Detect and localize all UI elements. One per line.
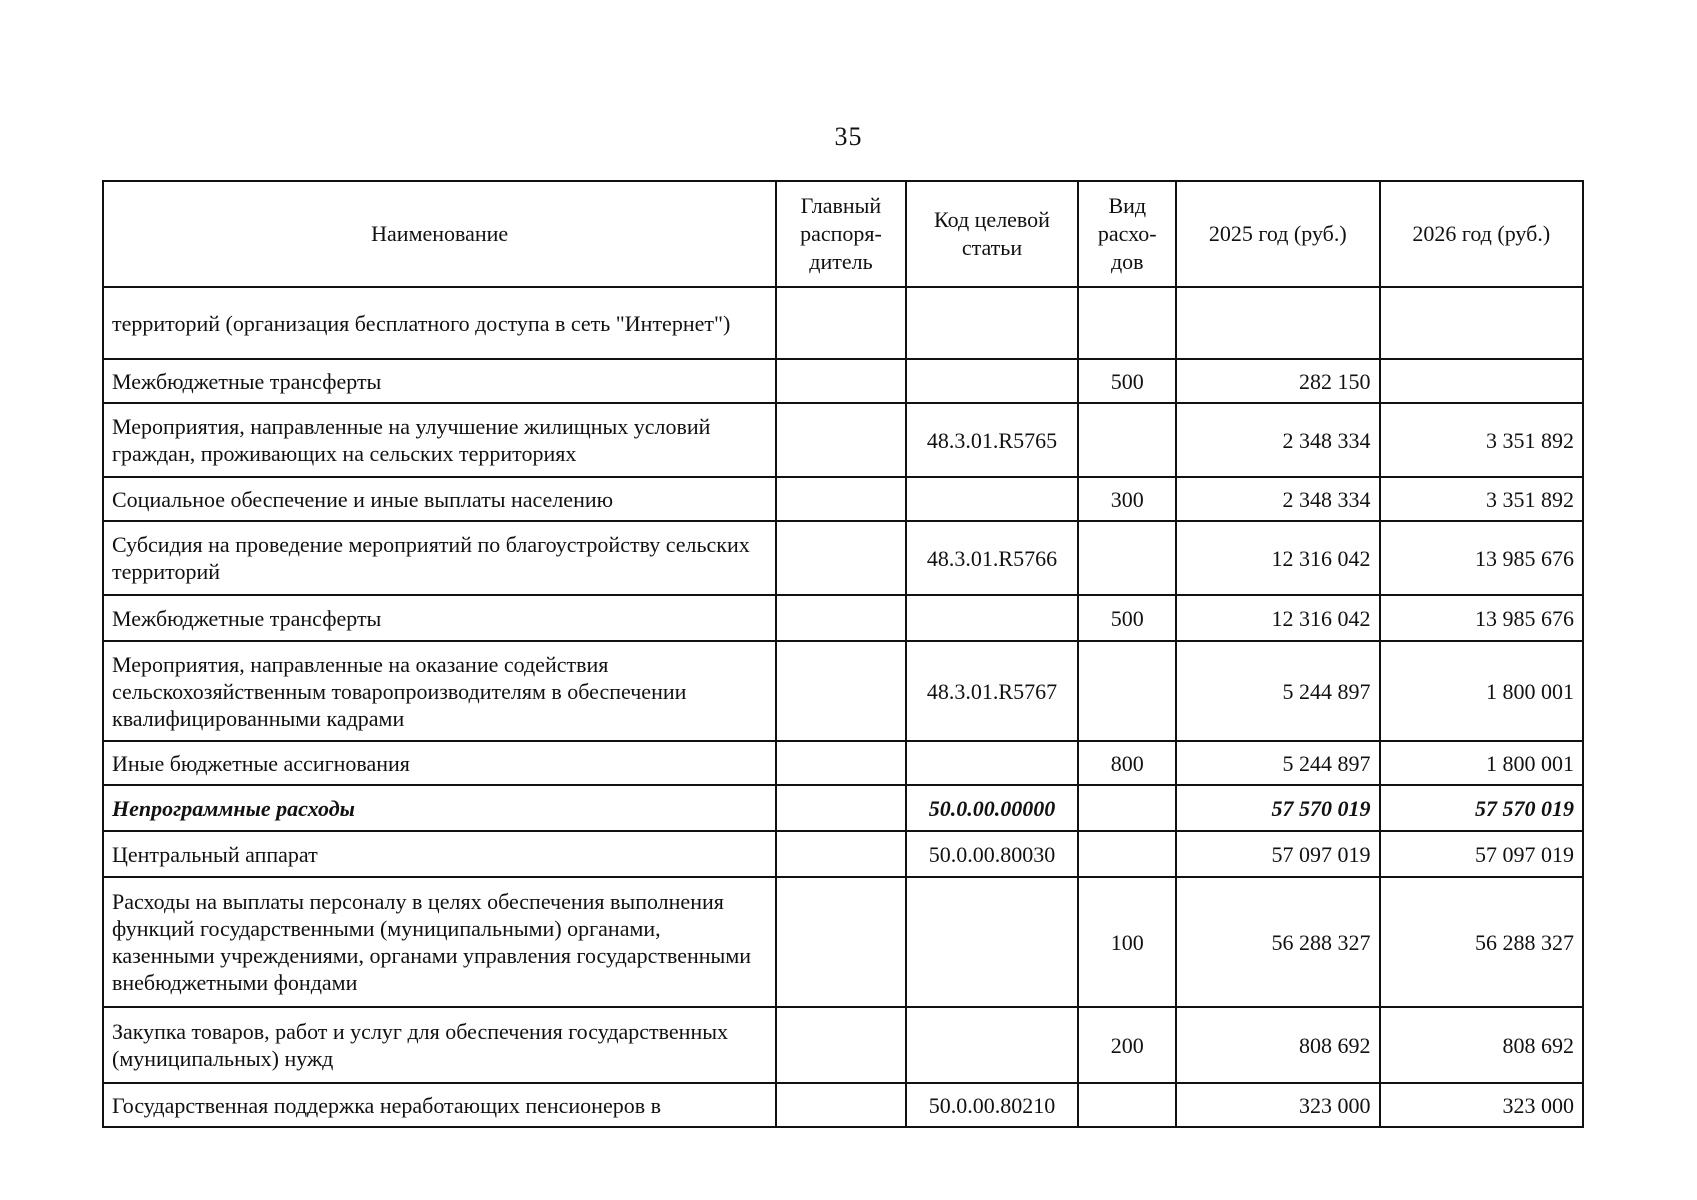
- cell-name: Субсидия на проведение мероприятий по благоустройству сельских территорий: [103, 521, 776, 595]
- cell-manager: [776, 403, 905, 477]
- cell-name: Непрограммные расходы: [103, 785, 776, 831]
- cell-name: Социальное обеспечение и иные выплаты населению: [103, 477, 776, 521]
- cell-name: Мероприятия, направленные на оказание содействия сельскохозяйственным товаропроизводителям в обеспечении квалифицированными кадрами: [103, 641, 776, 741]
- cell-2026: 808 692: [1380, 1007, 1584, 1083]
- page-number: 35: [834, 122, 863, 151]
- header-main-manager: Главный распоря-дитель: [776, 181, 905, 287]
- cell-manager: [776, 477, 905, 521]
- table-row-section-total: [103, 785, 1583, 831]
- cell-2026: 323 000: [1380, 1083, 1584, 1127]
- cell-code: 48.3.01.R5767: [906, 641, 1079, 741]
- cell-code: [906, 359, 1079, 403]
- cell-2025: 808 692: [1176, 1007, 1379, 1083]
- cell-code: [906, 287, 1079, 359]
- cell-name: Расходы на выплаты персоналу в целях обеспечения выполнения функций государственными (муниципальными) органами, казенными учреждениями, органами управления государственными внебюджетными фондами: [103, 877, 776, 1007]
- table-row: [103, 831, 1583, 877]
- cell-2025: 5 244 897: [1176, 641, 1379, 741]
- cell-type: [1078, 831, 1176, 877]
- cell-manager: [776, 785, 905, 831]
- cell-name: Закупка товаров, работ и услуг для обеспечения государственных (муниципальных) нужд: [103, 1007, 776, 1083]
- cell-code: 50.0.00.80210: [906, 1083, 1079, 1127]
- cell-name: Мероприятия, направленные на улучшение жилищных условий граждан, проживающих на сельских территориях: [103, 403, 776, 477]
- cell-2025: 12 316 042: [1176, 595, 1379, 641]
- cell-manager: [776, 287, 905, 359]
- cell-manager: [776, 359, 905, 403]
- cell-manager: [776, 1083, 905, 1127]
- cell-2025: 5 244 897: [1176, 741, 1379, 785]
- cell-manager: [776, 641, 905, 741]
- cell-code: 50.0.00.00000: [906, 785, 1079, 831]
- cell-2025: 57 097 019: [1176, 831, 1379, 877]
- table-row: [103, 359, 1583, 403]
- cell-type: 300: [1078, 477, 1176, 521]
- table-row: [103, 521, 1583, 595]
- cell-2026: 57 097 019: [1380, 831, 1584, 877]
- cell-2025: 56 288 327: [1176, 877, 1379, 1007]
- cell-2025: [1176, 287, 1379, 359]
- table-row: [103, 403, 1583, 477]
- cell-2025: 282 150: [1176, 359, 1379, 403]
- cell-code: [906, 1007, 1079, 1083]
- cell-code: 50.0.00.80030: [906, 831, 1079, 877]
- cell-2026: 13 985 676: [1380, 521, 1584, 595]
- budget-table: [102, 180, 1584, 1128]
- cell-name: Государственная поддержка неработающих пенсионеров в: [103, 1083, 776, 1127]
- cell-type: 100: [1078, 877, 1176, 1007]
- cell-type: [1078, 287, 1176, 359]
- table-row: [103, 641, 1583, 741]
- cell-2025: 12 316 042: [1176, 521, 1379, 595]
- cell-manager: [776, 877, 905, 1007]
- cell-2026: 3 351 892: [1380, 477, 1584, 521]
- cell-name: Центральный аппарат: [103, 831, 776, 877]
- cell-2026: [1380, 287, 1584, 359]
- cell-type: 800: [1078, 741, 1176, 785]
- cell-type: [1078, 521, 1176, 595]
- cell-2025: 323 000: [1176, 1083, 1379, 1127]
- header-target-code: Код целевой статьи: [906, 181, 1079, 287]
- cell-2026: 3 351 892: [1380, 403, 1584, 477]
- cell-name: Иные бюджетные ассигнования: [103, 741, 776, 785]
- cell-type: 500: [1078, 359, 1176, 403]
- cell-manager: [776, 1007, 905, 1083]
- table-row: [103, 741, 1583, 785]
- cell-manager: [776, 521, 905, 595]
- cell-type: [1078, 403, 1176, 477]
- table-row: [103, 595, 1583, 641]
- table-row: [103, 1007, 1583, 1083]
- table-row: [103, 477, 1583, 521]
- cell-name: Межбюджетные трансферты: [103, 595, 776, 641]
- cell-name: территорий (организация бесплатного доступа в сеть "Интернет"): [103, 287, 776, 359]
- header-expense-type: Вид расхо-дов: [1078, 181, 1176, 287]
- cell-2025: 2 348 334: [1176, 477, 1379, 521]
- cell-manager: [776, 831, 905, 877]
- cell-code: [906, 741, 1079, 785]
- cell-manager: [776, 595, 905, 641]
- cell-2026: [1380, 359, 1584, 403]
- table-row: [103, 877, 1583, 1007]
- cell-2026: 1 800 001: [1380, 741, 1584, 785]
- cell-2026: 57 570 019: [1380, 785, 1584, 831]
- cell-code: 48.3.01.R5765: [906, 403, 1079, 477]
- cell-type: [1078, 641, 1176, 741]
- cell-manager: [776, 741, 905, 785]
- cell-type: [1078, 1083, 1176, 1127]
- cell-code: 48.3.01.R5766: [906, 521, 1079, 595]
- cell-type: [1078, 785, 1176, 831]
- header-year-2025: 2025 год (руб.): [1176, 181, 1379, 287]
- cell-name: Межбюджетные трансферты: [103, 359, 776, 403]
- cell-type: 500: [1078, 595, 1176, 641]
- table-header-row: [103, 181, 1583, 287]
- cell-2025: 2 348 334: [1176, 403, 1379, 477]
- cell-code: [906, 477, 1079, 521]
- header-year-2026: 2026 год (руб.): [1380, 181, 1584, 287]
- cell-2026: 1 800 001: [1380, 641, 1584, 741]
- cell-code: [906, 595, 1079, 641]
- cell-type: 200: [1078, 1007, 1176, 1083]
- cell-2026: 56 288 327: [1380, 877, 1584, 1007]
- header-name: Наименование: [103, 181, 776, 287]
- table-row: [103, 287, 1583, 359]
- cell-2025: 57 570 019: [1176, 785, 1379, 831]
- cell-code: [906, 877, 1079, 1007]
- table-row: [103, 1083, 1583, 1127]
- cell-2026: 13 985 676: [1380, 595, 1584, 641]
